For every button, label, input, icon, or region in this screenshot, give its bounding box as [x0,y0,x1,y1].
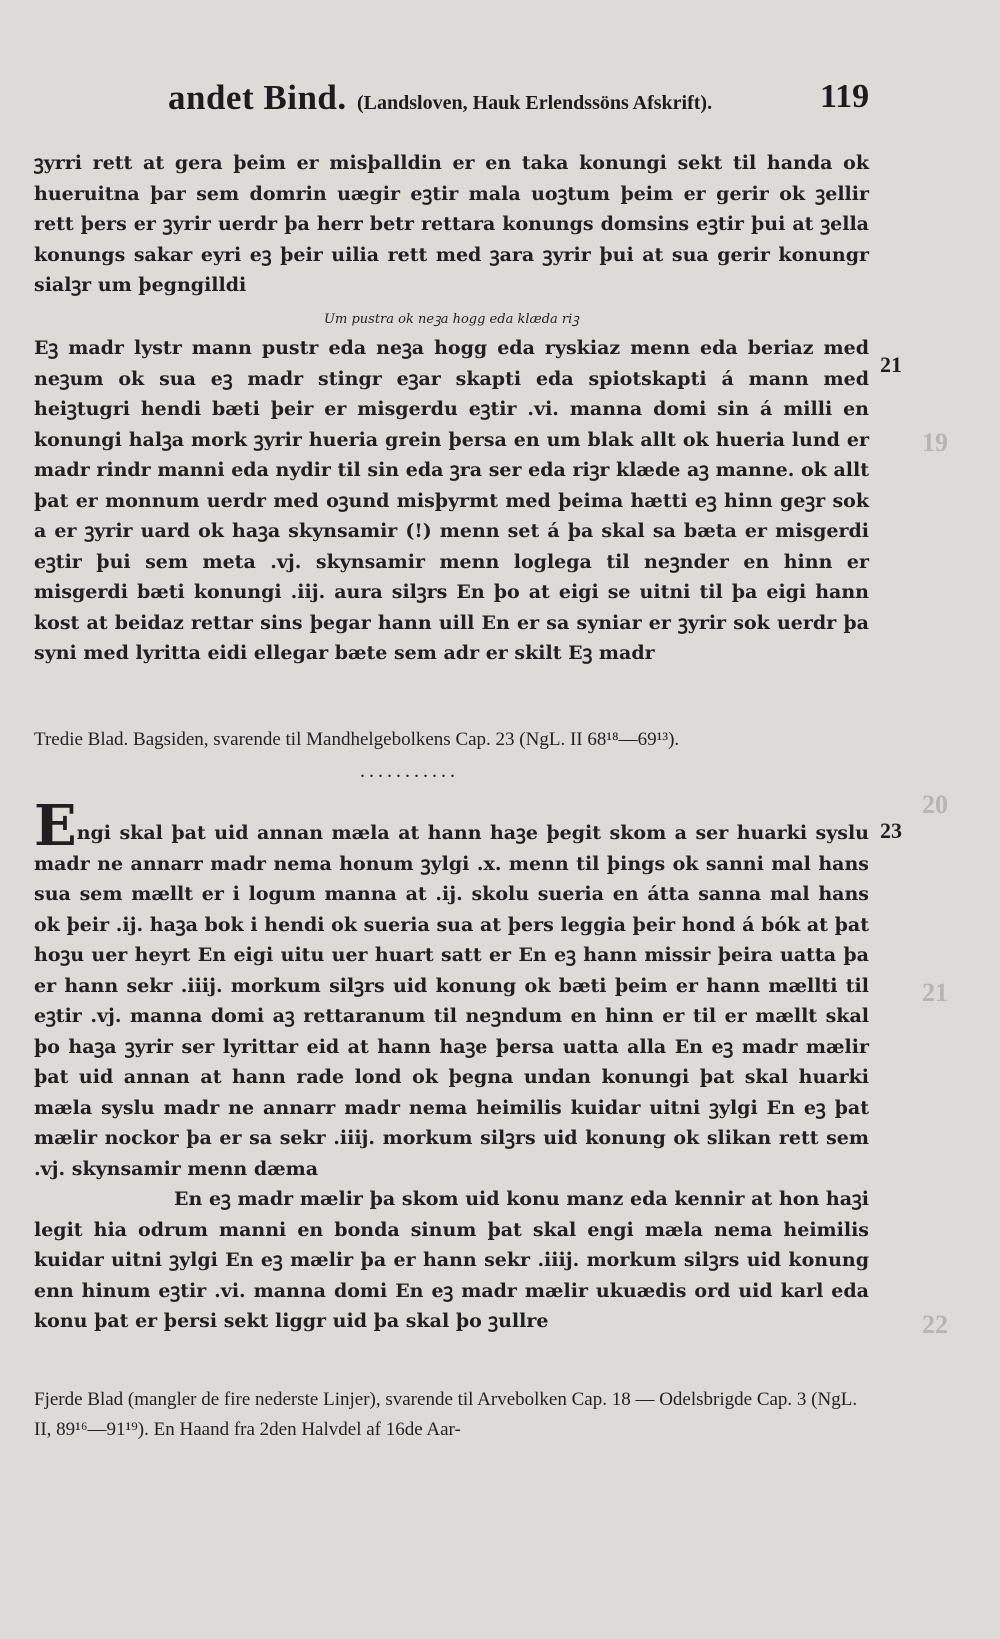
text-block-1 [34,148,869,669]
header-title: andet Bind. [168,78,347,117]
editor-note: Tredie Blad. Bagsiden, svarende til Mandhelgebolkens Cap. 23 (NgL. II 68¹⁸—69¹³). [34,729,680,750]
ellipsis-separator: ........... [360,760,459,782]
bleed-through-number: 22 [922,1310,948,1339]
bleed-through-number: 19 [922,428,948,457]
editor-note: Fjerde Blad (mangler de fire nederste Linjer), svarende til Arvebolken Cap. 18 — Odelsbrigde Cap. 3 (NgL. II, 89¹⁶—91¹⁹). En Haand fra 2den Halvdel af 16de Aar- [34,1389,858,1440]
page-header [0,78,1000,138]
margin-chapter-number: 23 [880,818,902,843]
paragraph: Eꝫ madr lystr mann pustr eda neꝫa hogg eda ryskiaz menn eda beriaz med neꝫum ok sua eꝫ madr stingr eꝫar skapti eda spiotskapti á mann med heiꝫtugri hendi bæti þeir er misgerdu eꝫtir .vi. manna domi sin á milli en konungi halꝫa mork ꝫyrir hueria grein þersa en um blak allt ok hueria lund er madr rindr manni eda nydir til sin eda ꝫra ser eda riꝫr klæde aꝫ manne. ok allt þat er monnum uerdr med oꝫund misþyrmt med þeima hætti eꝫ hinn geꝫr sok a er ꝫyrir uard ok haꝫa skynsamir (!) menn set á þa skal sa bæta er misgerdi eꝫtir þui sem meta .vj. skynsamir menn loglega til neꝫnder en hinn er misgerdi bæti konungi .iij. aura silꝫrs En þo at eigi se uitni til þa eigi hann kost at beidaz rettar sins þegar hann uill En er sa syniar er ꝫyrir sok uerdr þa syni med lyritta eidi ellegar bæte sem adr er skilt Eꝫ madr [34,337,869,664]
decorated-initial: E [34,793,77,859]
text-block-2 [34,793,869,1337]
margin-chapter-number: 21 [880,352,902,377]
bleed-through-number: 21 [922,978,948,1007]
paragraph: ꝫyrri rett at gera þeim er misþalldin er en taka konungi sekt til handa ok hueruitna þar sem domrin uægir eꝫtir mala uoꝫtum þeim er gerir ok ꝫellir rett þers er ꝫyrir uerdr þa herr betr rettara konungs domsins eꝫtir þui at ꝫella konungs sakar eyri eꝫ þeir uilia rett med ꝫara ꝫyrir þui at sua gerir konungr sialꝫr um þegngilldi [34,152,869,296]
paragraph-text: ngi skal þat uid annan mæla at hann haꝫe þegit skom a ser huarki syslu madr ne annarr madr nema honum ꝫylgi .x. menn til þings ok sanni mal hans sua sem mællt er i logum manna at .ij. skolu sueria en átta sanna mal hans ok þeir .ij. haꝫa bok i hendi ok sueria sua at þers leggia þeir hond á bók at þat hoꝫu uer heyrt En eigi uitu uer huart satt er En eꝫ hann missir þeira uatta þa er hann sekr .iiij. morkum silꝫrs uid konung ok bæti þeim er hann mællti til eꝫtir .vj. manna domi aꝫ rettaranum til neꝫndum en hinn er til er mællt skal þo haꝫa ꝫyrir ser lyrittar eid at hann haꝫe þersa uatta alla En eꝫ madr mælir þat uid annan at hann rade lond ok þegna undan konungi þat skal huarki mæla syslu madr ne annarr madr nema heimilis kuidar uitni ꝫylgi En eꝫ þat mælir nockor þa er sa sekr .iiij. morkum silꝫrs uid konung ok slikan rett sem .vj. skynsamir menn dæma [34,822,869,1180]
page-number: 119 [820,78,870,115]
bleed-through-number: 20 [922,790,948,819]
header-subtitle: (Landsloven, Hauk Erlendssöns Afskrift). [357,92,713,114]
section-subheading: Um pustra ok neꝫa hogg eda klæda riꝫ [324,311,579,327]
paragraph: En eꝫ madr mælir þa skom uid konu manz eda kennir at hon haꝫi legit hia odrum manni en bonda sinum þat skal engi mæla nema heimilis kuidar uitni ꝫylgi En eꝫ mælir þa er hann sekr .iiij. morkum silꝫrs uid konung enn hinum eꝫtir .vi. manna domi En eꝫ madr mælir ukuædis ord uid karl eda konu þat er þersi sekt liggr uid þa skal þo ꝫullre [34,1188,869,1332]
paragraph [34,793,869,1184]
